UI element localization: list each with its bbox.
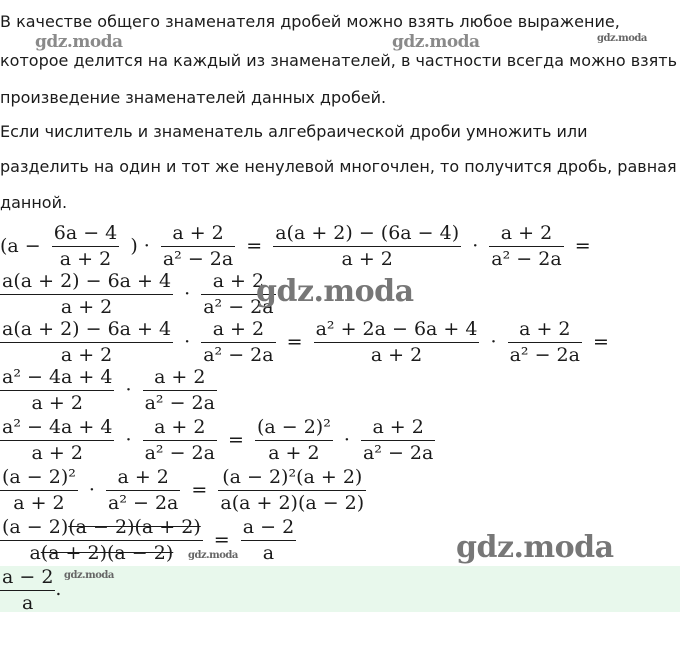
multiply-sign: · <box>125 379 132 401</box>
multiply-sign: · <box>125 429 132 451</box>
fraction <box>0 416 114 464</box>
denominator: a + 2 <box>60 296 113 318</box>
numerator: (a − 2)²(a + 2) <box>218 466 366 491</box>
denominator: a² − 2a <box>362 442 434 464</box>
fraction <box>273 222 461 270</box>
numerator: a² + 2a − 6a + 4 <box>314 318 480 343</box>
numerator: a + 2 <box>106 466 180 491</box>
denominator <box>0 541 203 564</box>
cancelled-factor: (a + 2)(a − 2) <box>40 542 174 564</box>
numerator: a + 2 <box>161 222 235 247</box>
denominator: a + 2 <box>59 248 112 270</box>
denominator-kept: a <box>29 542 41 564</box>
fraction <box>508 318 582 366</box>
denominator: a + 2 <box>60 344 113 366</box>
numerator-kept: (a − 2) <box>2 516 69 538</box>
denominator: a + 2 <box>31 442 83 464</box>
multiply-sign: · <box>490 331 497 353</box>
period: . <box>55 578 62 600</box>
equals-sign: = <box>213 529 230 551</box>
numerator: (a − 2)² <box>0 466 78 491</box>
fraction <box>201 318 275 366</box>
numerator: a + 2 <box>489 222 563 247</box>
denominator: a + 2 <box>268 442 320 464</box>
fraction <box>0 270 173 318</box>
equals-sign: = <box>246 235 263 257</box>
equals-sign: = <box>593 331 609 353</box>
multiply-sign: · <box>184 331 191 353</box>
math-row-5 <box>0 416 435 464</box>
fraction <box>0 516 203 564</box>
cancelled-factor: (a − 2)(a + 2) <box>68 516 201 538</box>
denominator: a² − 2a <box>144 442 215 464</box>
denominator: a + 2 <box>13 492 65 514</box>
fraction <box>314 318 480 366</box>
answer-row <box>0 566 61 614</box>
math-row-3 <box>0 318 614 366</box>
answer-fraction <box>0 566 55 614</box>
denominator: a² − 2a <box>162 248 234 270</box>
denominator: a <box>262 542 275 564</box>
denominator: a + 2 <box>370 344 423 366</box>
denominator: a(a + 2)(a − 2) <box>220 492 365 514</box>
numerator: 6a − 4 <box>52 222 120 247</box>
math-row-2 <box>0 270 276 318</box>
paragraph-line-4: Если числитель и знаменатель алгебраической дроби умножить или <box>0 122 588 141</box>
paragraph-line-2: которое делится на каждый из знаменателей, в частности всегда можно взять <box>0 51 678 70</box>
watermark: gdz.moda <box>35 32 123 52</box>
denominator: a + 2 <box>341 248 393 270</box>
numerator: a + 2 <box>361 416 435 441</box>
denominator: a² − 2a <box>509 344 580 366</box>
math-token: ) · <box>130 235 150 257</box>
watermark: gdz.moda <box>256 274 414 309</box>
numerator: a + 2 <box>508 318 582 343</box>
denominator: a² − 2a <box>108 492 179 514</box>
numerator: a(a + 2) − 6a + 4 <box>0 318 173 343</box>
paragraph-line-3: произведение знаменателей данных дробей. <box>0 88 387 107</box>
multiply-sign: · <box>184 283 191 305</box>
fraction <box>255 416 333 464</box>
watermark: gdz.moda <box>392 32 480 52</box>
watermark: gdz.moda <box>188 550 238 561</box>
numerator: a + 2 <box>143 416 217 441</box>
numerator <box>0 516 203 541</box>
denominator: a² − 2a <box>144 392 215 414</box>
numerator: a + 2 <box>201 270 275 295</box>
fraction <box>143 366 217 414</box>
math-row-1 <box>0 222 596 270</box>
fraction <box>361 416 435 464</box>
watermark: gdz.moda <box>456 530 614 565</box>
denominator: a² − 2a <box>491 248 562 270</box>
paragraph-line-1: В качестве общего знаменателя дробей можно взять любое выражение, <box>0 12 620 31</box>
fraction <box>143 416 217 464</box>
equals-sign: = <box>286 331 303 353</box>
numerator: (a − 2)² <box>255 416 333 441</box>
numerator: a(a + 2) − (6a − 4) <box>273 222 461 247</box>
numerator: a − 2 <box>241 516 296 541</box>
fraction <box>218 466 366 514</box>
multiply-sign: · <box>472 235 479 257</box>
watermark: gdz.moda <box>64 570 114 581</box>
denominator: a <box>22 592 34 614</box>
fraction <box>241 516 296 564</box>
numerator: a − 2 <box>0 566 55 591</box>
fraction <box>0 466 78 514</box>
denominator: a + 2 <box>31 392 83 414</box>
numerator: a² − 4a + 4 <box>0 416 114 441</box>
denominator: a² − 2a <box>203 344 274 366</box>
fraction <box>0 318 173 366</box>
watermark: gdz.moda <box>597 33 647 44</box>
multiply-sign: · <box>343 429 350 451</box>
math-row-6 <box>0 466 366 514</box>
paragraph-line-6: данной. <box>0 193 68 212</box>
equals-sign: = <box>574 235 591 257</box>
fraction <box>0 366 114 414</box>
denominator: a² − 2a <box>203 296 274 318</box>
paragraph-line-5: разделить на один и тот же ненулевой многочлен, то получится дробь, равная <box>0 157 677 176</box>
equals-sign: = <box>228 429 244 451</box>
fraction <box>489 222 563 270</box>
fraction <box>52 222 120 270</box>
multiply-sign: · <box>88 479 95 501</box>
numerator: a + 2 <box>201 318 275 343</box>
math-row-7 <box>0 516 296 564</box>
numerator: a(a + 2) − 6a + 4 <box>0 270 173 295</box>
math-row-4 <box>0 366 217 414</box>
numerator: a² − 4a + 4 <box>0 366 114 391</box>
fraction <box>161 222 235 270</box>
fraction <box>106 466 180 514</box>
math-token: (a − <box>0 235 41 257</box>
equals-sign: = <box>191 479 208 501</box>
numerator: a + 2 <box>143 366 217 391</box>
